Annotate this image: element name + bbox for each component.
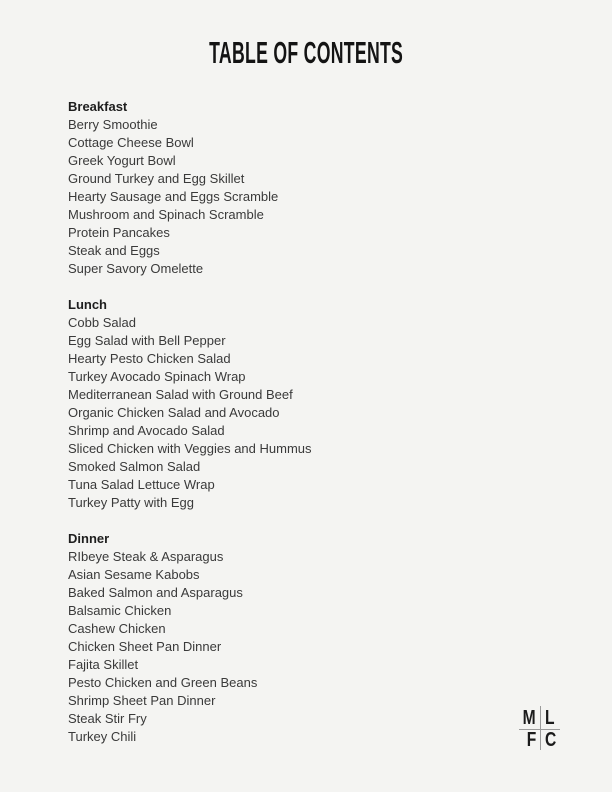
toc-entry[interactable]: Asian Sesame Kabobs	[68, 567, 200, 582]
toc-entry[interactable]: Steak and Eggs	[68, 243, 160, 258]
logo-letters	[519, 706, 560, 750]
toc-entry[interactable]: Hearty Sausage and Eggs Scramble	[68, 189, 279, 204]
section-list	[68, 548, 548, 751]
toc-sections	[68, 98, 548, 751]
logo-letter-text: C	[545, 729, 557, 751]
logo-letter-c	[540, 729, 560, 750]
logo-letter-l	[540, 706, 560, 729]
toc-entry[interactable]: Pesto Chicken and Green Beans	[68, 675, 258, 690]
logo-letter-text: M	[522, 707, 536, 729]
toc-entry[interactable]: Hearty Pesto Chicken Salad	[68, 351, 231, 366]
logo-letter-text: F	[526, 729, 536, 751]
toc-entry[interactable]: Smoked Salmon Salad	[68, 459, 201, 474]
toc-entry[interactable]: Mushroom and Spinach Scramble	[68, 207, 264, 222]
section-list	[68, 116, 548, 278]
toc-entry[interactable]: Turkey Chili	[68, 729, 137, 744]
toc-entry[interactable]: Ground Turkey and Egg Skillet	[68, 171, 245, 186]
mlfc-logo	[519, 706, 560, 750]
toc-entry[interactable]: Shrimp and Avocado Salad	[68, 423, 225, 438]
toc-entry[interactable]: RIbeye Steak & Asparagus	[68, 549, 224, 564]
toc-entry[interactable]: Turkey Patty with Egg	[68, 495, 194, 510]
toc-entry[interactable]: Mediterranean Salad with Ground Beef	[68, 387, 293, 402]
section-heading: Breakfast	[68, 99, 128, 114]
logo-letter-text: L	[545, 707, 555, 729]
section-list	[68, 314, 548, 512]
logo-letter-f	[519, 729, 540, 750]
section-heading: Dinner	[68, 531, 110, 546]
toc-entry[interactable]: Cashew Chicken	[68, 621, 166, 636]
toc-entry[interactable]: Berry Smoothie	[68, 117, 158, 132]
toc-entry[interactable]: Turkey Avocado Spinach Wrap	[68, 369, 246, 384]
toc-entry[interactable]: Egg Salad with Bell Pepper	[68, 333, 226, 348]
toc-entry[interactable]: Cottage Cheese Bowl	[68, 135, 194, 150]
toc-entry[interactable]: Tuna Salad Lettuce Wrap	[68, 477, 215, 492]
toc-section	[68, 530, 548, 751]
toc-entry[interactable]: Balsamic Chicken	[68, 603, 172, 618]
toc-entry[interactable]: Chicken Sheet Pan Dinner	[68, 639, 222, 654]
toc-entry[interactable]: Protein Pancakes	[68, 225, 170, 240]
toc-section	[68, 98, 548, 278]
toc-entry[interactable]: Fajita Skillet	[68, 657, 139, 672]
toc-entry[interactable]: Steak Stir Fry	[68, 711, 147, 726]
toc-entry[interactable]: Organic Chicken Salad and Avocado	[68, 405, 280, 420]
page-title	[0, 37, 612, 68]
section-heading: Lunch	[68, 297, 107, 312]
logo-letter-m	[519, 706, 540, 729]
toc-entry[interactable]: Greek Yogurt Bowl	[68, 153, 176, 168]
toc-entry[interactable]: Cobb Salad	[68, 315, 136, 330]
page-title-text: TABLE OF CONTENTS	[209, 35, 403, 70]
toc-entry[interactable]: Baked Salmon and Asparagus	[68, 585, 243, 600]
toc-section	[68, 296, 548, 512]
toc-entry[interactable]: Shrimp Sheet Pan Dinner	[68, 693, 216, 708]
toc-entry[interactable]: Sliced Chicken with Veggies and Hummus	[68, 441, 312, 456]
toc-entry[interactable]: Super Savory Omelette	[68, 261, 204, 276]
